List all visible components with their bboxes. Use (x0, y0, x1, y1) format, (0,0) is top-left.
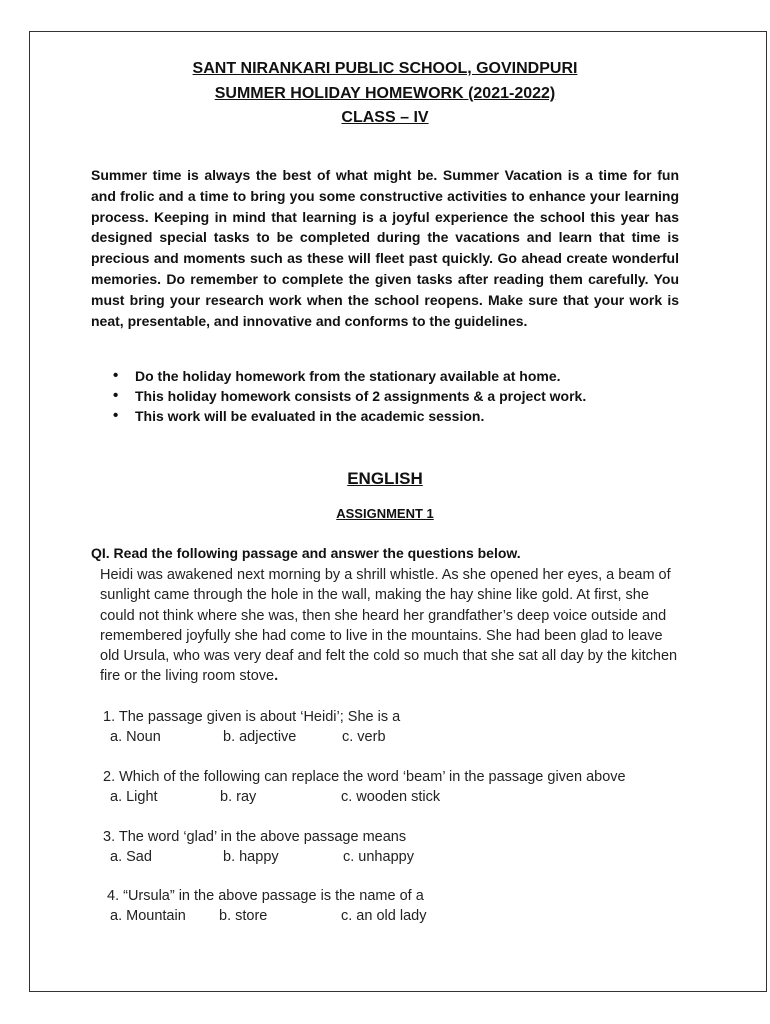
question-4-option-c: c. an old lady (341, 908, 427, 924)
question-2-option-c: c. wooden stick (341, 789, 441, 805)
homework-title: SUMMER HOLIDAY HOMEWORK (2021-2022) (214, 85, 556, 102)
question-1-option-c: c. verb (342, 729, 386, 745)
question-2-option-a: a. Light (110, 789, 158, 805)
question-2-option-b: b. ray (220, 789, 257, 805)
list-item: • This holiday homework consists of 2 assignments & a project work. (108, 386, 586, 406)
list-item: • This work will be evaluated in the academic session. (108, 406, 586, 426)
question-4-option-b: b. store (219, 908, 268, 924)
instructions-list (108, 366, 586, 426)
question-3-option-c: c. unhappy (343, 849, 414, 865)
list-item: • Do the holiday homework from the stationary available at home. (108, 366, 586, 386)
question-title: QI. Read the following passage and answer the questions below. (91, 545, 521, 561)
passage-text: Heidi was awakened next morning by a shrill whistle. As she opened her eyes, a beam of sunlight came through the hole in the wall, making the hay shine like gold. At first, she could not think where she was, then she heard her grandfather’s deep voice outside and remembered joyfully she had come to live in the mountains. She had been glad to leave old Ursula, who was very deaf and felt the cold so much that she sat all day by the kitchen fire or the living room stove (100, 567, 678, 685)
question-3: 3. The word ‘glad’ in the above passage means (103, 829, 407, 845)
question-3-option-a: a. Sad (110, 849, 152, 865)
question-1: 1. The passage given is about ‘Heidi’; She is a (103, 709, 401, 725)
question-2: 2. Which of the following can replace the word ‘beam’ in the passage given above (103, 769, 626, 785)
question-1-option-b: b. adjective (223, 729, 297, 745)
question-4: 4. “Ursula” in the above passage is the name of a (107, 888, 424, 904)
question-4-option-a: a. Mountain (110, 908, 186, 924)
assignment-heading: ASSIGNMENT 1 (336, 506, 434, 521)
passage-end: . (274, 668, 279, 685)
class-title: CLASS – IV (341, 109, 429, 126)
subject-heading: ENGLISH (347, 469, 423, 488)
passage (100, 565, 685, 687)
intro-paragraph: Summer time is always the best of what might be. Summer Vacation is a time for fun and frolic and a time to bring you some constructive activities to enhance your learning process. Keeping in mind that learning is a joyful experience the school this year has designed special tasks to be completed during the vacations and learn that time is precious and moments such as these will fleet past quickly. Go ahead create wonderful memories. Do remember to complete the given tasks after reading them carefully. You must bring your research work when the school reopens. Make sure that your work is neat, presentable, and innovative and conforms to the guidelines. (91, 167, 679, 329)
question-3-option-b: b. happy (223, 849, 279, 865)
school-name: SANT NIRANKARI PUBLIC SCHOOL, GOVINDPURI (192, 60, 578, 77)
question-1-option-a: a. Noun (110, 729, 161, 745)
